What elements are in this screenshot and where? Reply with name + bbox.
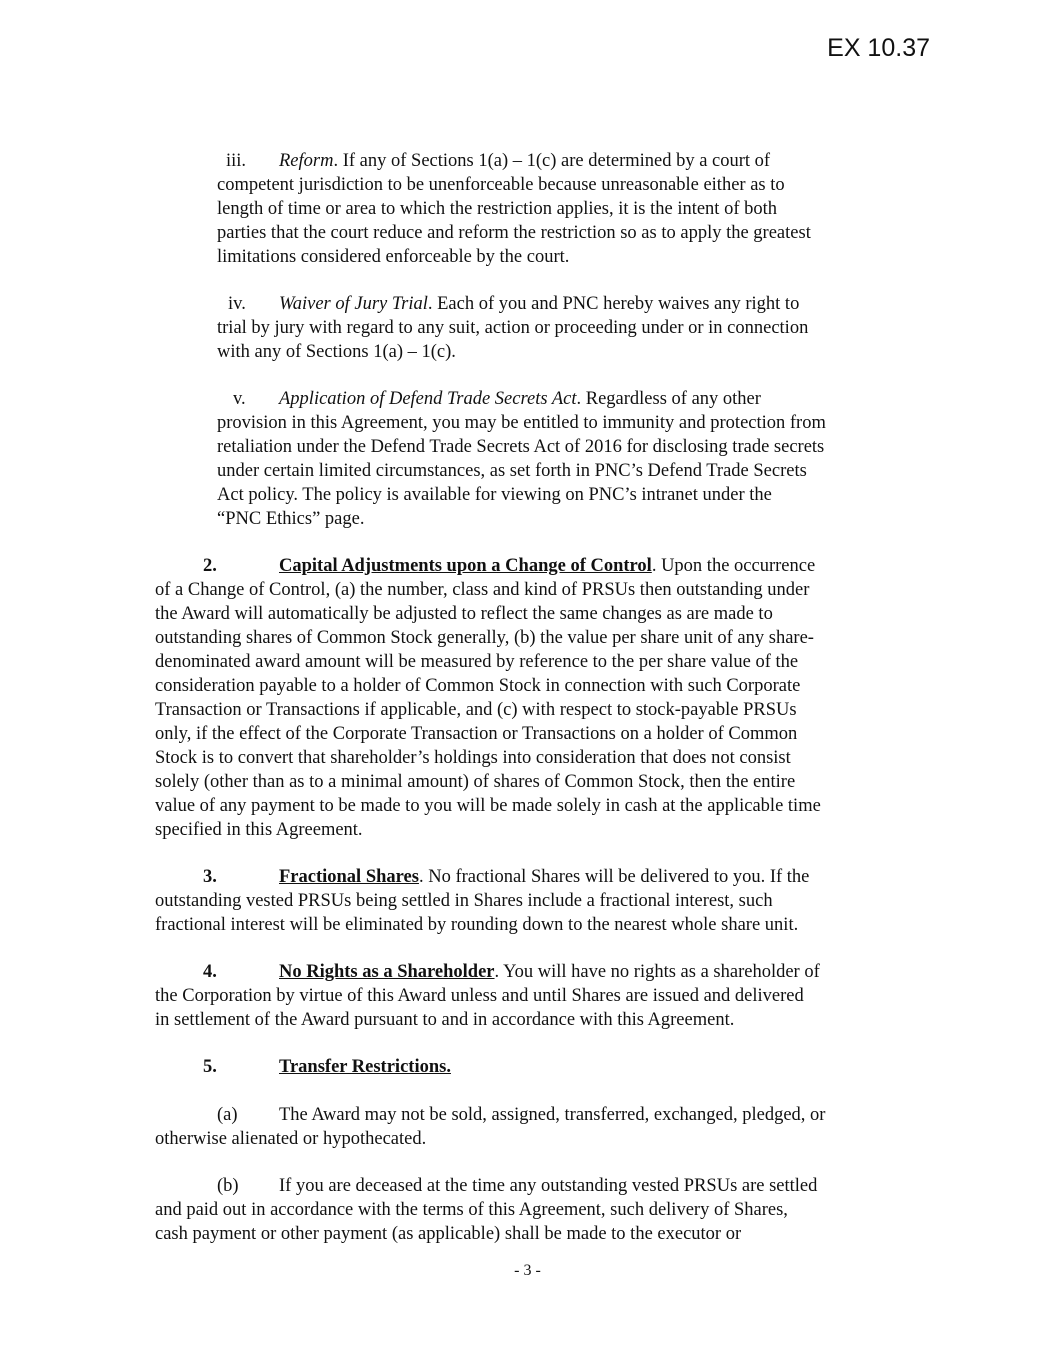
section-4-line-2: the Corporation by virtue of this Award unless and until Shares are issued and delivered bbox=[155, 986, 804, 1006]
section-5-heading: Transfer Restrictions. bbox=[279, 1057, 451, 1077]
section-2-line-10: solely (other than as to a minimal amount) of shares of Common Stock, then the entire bbox=[155, 772, 796, 792]
sub-iv-line-1: iv. Waiver of Jury Trial. Each of you and PNC hereby waives any right to bbox=[228, 294, 800, 314]
section-2-line-11: value of any payment to be made to you will be made solely in cash at the applicable time bbox=[155, 796, 821, 816]
section-2-line-9: Stock is to convert that shareholder’s holdings into consideration that does not consist bbox=[155, 748, 791, 768]
section-3-line-2: outstanding vested PRSUs being settled in Shares include a fractional interest, such bbox=[155, 891, 773, 911]
sub-v-line-5: Act policy. The policy is available for viewing on PNC’s intranet under the bbox=[217, 485, 772, 505]
exhibit-label: EX 10.37 bbox=[827, 34, 930, 62]
section-4-number: 4. bbox=[203, 962, 217, 982]
section-5-line-1 bbox=[203, 1055, 451, 1079]
section-4-line-1: 4. No Rights as a Shareholder. You will have no rights as a shareholder of bbox=[203, 962, 820, 982]
section-2-line-3: the Award will automatically be adjusted to reflect the same changes as are made to bbox=[155, 604, 773, 624]
section-5b-line-1: (b) If you are deceased at the time any outstanding vested PRSUs are settled bbox=[217, 1176, 818, 1196]
sub-v-number: v. bbox=[233, 389, 246, 409]
section-3-line-1: 3. Fractional Shares. No fractional Shares will be delivered to you. If the bbox=[203, 867, 810, 887]
sub-v-line-3: retaliation under the Defend Trade Secrets Act of 2016 for disclosing trade secrets bbox=[217, 437, 825, 457]
sub-iii-line-1: iii. Reform. If any of Sections 1(a) – 1(c) are determined by a court of bbox=[226, 151, 771, 171]
section-5b-label: (b) bbox=[217, 1176, 239, 1196]
section-2-line-6: consideration payable to a holder of Common Stock in connection with such Corporate bbox=[155, 676, 801, 696]
section-2-line-1: 2. Capital Adjustments upon a Change of Control. Upon the occurrence bbox=[203, 556, 816, 576]
section-5a-line-1: (a) The Award may not be sold, assigned, transferred, exchanged, pledged, or bbox=[217, 1105, 826, 1125]
section-4-line-3: in settlement of the Award pursuant to and in accordance with this Agreement. bbox=[155, 1010, 735, 1030]
section-3-heading: Fractional Shares bbox=[279, 867, 419, 887]
section-5b-line-2: and paid out in accordance with the terms of this Agreement, such delivery of Shares, bbox=[155, 1200, 788, 1220]
sub-v-line-6: “PNC Ethics” page. bbox=[217, 509, 365, 529]
section-5b-line-3: cash payment or other payment (as applicable) shall be made to the executor or bbox=[155, 1224, 742, 1244]
sub-iii-number: iii. bbox=[226, 151, 247, 171]
section-5a-line-2: otherwise alienated or hypothecated. bbox=[155, 1129, 427, 1149]
section-5a-label: (a) bbox=[217, 1105, 238, 1125]
sub-iv-line-3: with any of Sections 1(a) – 1(c). bbox=[217, 342, 456, 362]
sub-iii-line-5: limitations considered enforceable by the court. bbox=[217, 247, 570, 267]
sub-v-line-2: provision in this Agreement, you may be entitled to immunity and protection from bbox=[217, 413, 826, 433]
sub-iii-line-2: competent jurisdiction to be unenforceable because unreasonable either as to bbox=[217, 175, 785, 195]
sub-iii-title: Reform bbox=[279, 151, 334, 171]
section-2-line-7: Transaction or Transactions if applicable, and (c) with respect to stock-payable PRSUs bbox=[155, 700, 797, 720]
section-2-line-5: denominated award amount will be measured by reference to the per share value of the bbox=[155, 652, 799, 672]
section-2-heading: Capital Adjustments upon a Change of Control bbox=[279, 556, 652, 576]
section-2-number: 2. bbox=[203, 556, 217, 576]
section-3-number: 3. bbox=[203, 867, 217, 887]
sub-iv-line-2: trial by jury with regard to any suit, action or proceeding under or in connection bbox=[217, 318, 809, 338]
sub-iii-line-4: parties that the court reduce and reform the restriction so as to apply the greatest bbox=[217, 223, 811, 243]
page-number: - 3 - bbox=[514, 1262, 541, 1279]
section-2-line-2: of a Change of Control, (a) the number, class and kind of PRSUs then outstanding under bbox=[155, 580, 810, 600]
sub-iv-number: iv. bbox=[228, 294, 246, 314]
section-2-line-4: outstanding shares of Common Stock generally, (b) the value per share unit of any share- bbox=[155, 628, 814, 648]
section-3-line-3: fractional interest will be eliminated by rounding down to the nearest whole share unit. bbox=[155, 915, 799, 935]
sub-v-line-1: v. Application of Defend Trade Secrets Act. Regardless of any other bbox=[233, 389, 761, 409]
section-5-number: 5. bbox=[203, 1057, 217, 1077]
sub-v-title: Application of Defend Trade Secrets Act bbox=[279, 389, 577, 409]
section-2-line-12: specified in this Agreement. bbox=[155, 820, 363, 840]
section-4-heading: No Rights as a Shareholder bbox=[279, 962, 495, 982]
section-2-line-8: only, if the effect of the Corporate Transaction or Transactions on a holder of Common bbox=[155, 724, 798, 744]
sub-v-line-4: under certain limited circumstances, as set forth in PNC’s Defend Trade Secrets bbox=[217, 461, 807, 481]
sub-iii-line-3: length of time or area to which the restriction applies, it is the intent of both bbox=[217, 199, 777, 219]
sub-iv-title: Waiver of Jury Trial bbox=[279, 294, 428, 314]
